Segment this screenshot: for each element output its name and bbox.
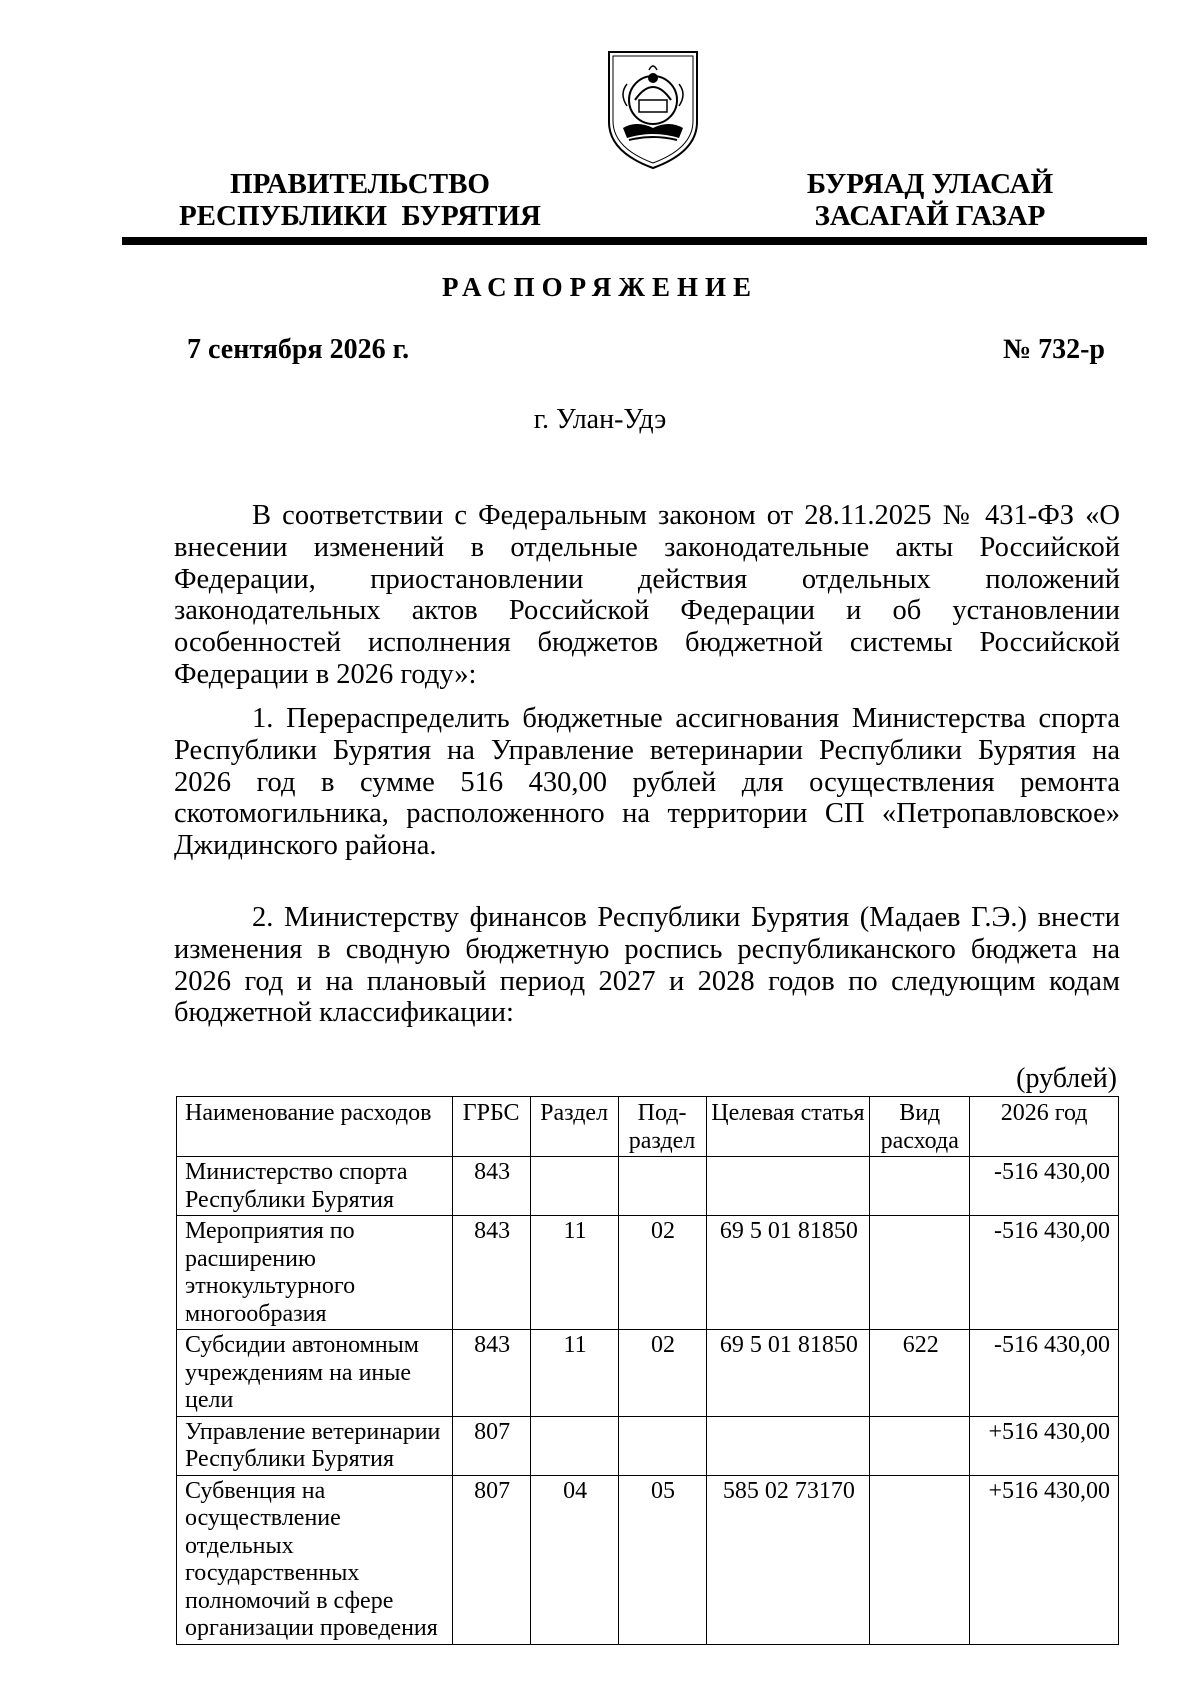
document-date: 7 сентября 2026 г. [187, 334, 410, 365]
cell-section: 04 [530, 1475, 618, 1644]
cell-section [530, 1157, 618, 1216]
org-name-buryat [760, 168, 1100, 232]
cell-name: Министерство спорта Республики Бурятия [177, 1157, 453, 1216]
table-row [177, 1330, 1119, 1417]
header-target: Целевая статья [706, 1097, 870, 1157]
org-right-line2: ЗАСАГАЙ ГАЗАР [814, 200, 1046, 232]
document-number: № 732-р [1002, 334, 1105, 365]
document-type-title: РАСПОРЯЖЕНИЕ [441, 272, 759, 302]
cell-grbs: 807 [452, 1475, 530, 1644]
cell-subsection [618, 1416, 706, 1475]
coat-of-arms-icon [605, 48, 701, 172]
header-section: Раздел [530, 1097, 618, 1157]
cell-target: 585 02 73170 [706, 1475, 870, 1644]
org-right-line1: БУРЯАД УЛАСАЙ [806, 168, 1054, 200]
cell-kind [870, 1416, 970, 1475]
org-left-line1: ПРАВИТЕЛЬСТВО [230, 168, 490, 200]
paragraph-item-1: 1. Перераспределить бюджетные ассигнования Министерства спорта Республики Бурятия на Управление ветеринарии Республики Бурятия на 2026 год в сумме 516 430,00 рублей для осуществления ремонта скотомогильника, расположенного на территории СП «Петропавловское» Джидинского района. [174, 703, 1120, 862]
paragraph-item-2: 2. Министерству финансов Республики Бурятия (Мадаев Г.Э.) внести изменения в сводную бюджетную роспись республиканского бюджета на 2026 год и на плановый период 2027 и 2028 годов по следующим кодам бюджетной классификации: [174, 902, 1120, 1029]
header-grbs: ГРБС [452, 1097, 530, 1157]
cell-target [706, 1416, 870, 1475]
cell-target [706, 1157, 870, 1216]
cell-kind [870, 1157, 970, 1216]
paragraph-preamble: В соответствии с Федеральным законом от 28.11.2025 № 431-ФЗ «О внесении изменений в отдельные законодательные акты Российской Федерации, приостановлении действия отдельных положений законодательных актов Российской Федерации и об установлении особенностей исполнения бюджетов бюджетной системы Российской Федерации в 2026 году»: [174, 500, 1120, 690]
cell-kind [870, 1475, 970, 1644]
org-name-russian [150, 168, 570, 232]
header-subsection: Под-раздел [618, 1097, 706, 1157]
cell-name: Мероприятия по расширению этнокультурного многообразия [177, 1216, 453, 1330]
budget-table [176, 1096, 1119, 1645]
org-left-line2: РЕСПУБЛИКИ БУРЯТИЯ [178, 200, 542, 232]
cell-target: 69 5 01 81850 [706, 1330, 870, 1417]
header-kind: Вид расхода [870, 1097, 970, 1157]
cell-subsection: 05 [618, 1475, 706, 1644]
cell-name: Субсидии автономным учреждениям на иные цели [177, 1330, 453, 1417]
cell-amount: -516 430,00 [970, 1216, 1119, 1330]
table-row [177, 1416, 1119, 1475]
table-unit-label: (рублей) [1016, 1063, 1117, 1094]
cell-name: Управление ветеринарии Республики Бурятия [177, 1416, 453, 1475]
cell-kind [870, 1216, 970, 1330]
cell-amount: +516 430,00 [970, 1475, 1119, 1644]
table-row [177, 1216, 1119, 1330]
cell-subsection [618, 1157, 706, 1216]
document-city: г. Улан-Удэ [533, 404, 667, 435]
cell-kind: 622 [870, 1330, 970, 1417]
cell-amount: -516 430,00 [970, 1157, 1119, 1216]
table-row [177, 1157, 1119, 1216]
cell-amount: -516 430,00 [970, 1330, 1119, 1417]
cell-section: 11 [530, 1216, 618, 1330]
cell-grbs: 843 [452, 1216, 530, 1330]
cell-amount: +516 430,00 [970, 1416, 1119, 1475]
cell-subsection: 02 [618, 1330, 706, 1417]
cell-section [530, 1416, 618, 1475]
cell-subsection: 02 [618, 1216, 706, 1330]
header-divider [122, 237, 1147, 245]
table-row [177, 1475, 1119, 1644]
cell-target: 69 5 01 81850 [706, 1216, 870, 1330]
header-name: Наименование расходов [177, 1097, 453, 1157]
cell-grbs: 843 [452, 1330, 530, 1417]
cell-grbs: 843 [452, 1157, 530, 1216]
cell-name: Субвенция на осуществление отдельных государственных полномочий в сфере организации проведения [177, 1475, 453, 1644]
header-year: 2026 год [970, 1097, 1119, 1157]
cell-grbs: 807 [452, 1416, 530, 1475]
cell-section: 11 [530, 1330, 618, 1417]
table-header-row [177, 1097, 1119, 1157]
